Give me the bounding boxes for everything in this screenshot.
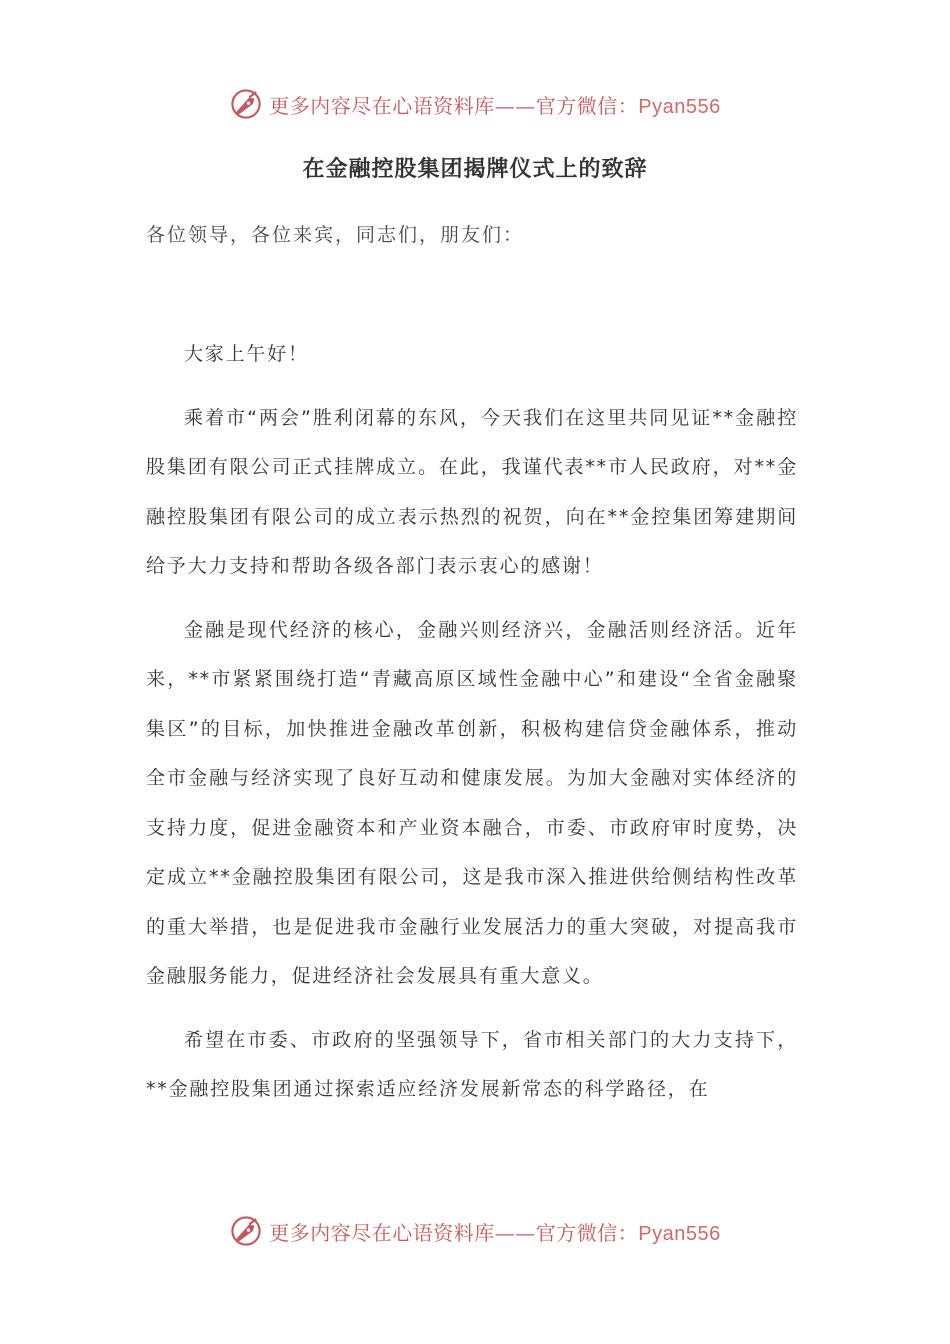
salutation: 各位领导，各位来宾，同志们，朋友们： [146, 224, 525, 246]
watermark-wechat-label: 官方微信： [535, 93, 639, 118]
footer-watermark-banner [0, 1211, 950, 1251]
watermark-wechat-id: Pyan556 [638, 1222, 721, 1245]
paragraph: 希望在市委、市政府的坚强领导下，省市相关部门的大力支持下，**金融控股集团通过探索适应经济发展新常态的科学路径，在 [146, 1028, 798, 1100]
watermark-main: 更多内容尽在心语资料库 [269, 93, 495, 118]
watermark-main: 更多内容尽在心语资料库 [269, 1220, 495, 1245]
watermark-dash: —— [494, 1220, 536, 1245]
document-title: 在金融控股集团揭牌仪式上的致辞 [302, 157, 648, 182]
paragraph: 乘着市“两会”胜利闭幕的东风，今天我们在这里共同见证**金融控股集团有限公司正式挂牌成立。在此，我谨代表**市人民政府，对**金融控股集团有限公司的成立表示热烈的祝贺，向在**金控集团筹建期间给予大力支持和帮助各级各部门表示衷心的感谢！ [146, 406, 798, 577]
watermark-wechat-label: 官方微信： [535, 1220, 639, 1245]
pen-nib-circle-icon [229, 1214, 263, 1248]
watermark-wechat-id: Pyan556 [638, 95, 721, 118]
paragraph: 大家上午好！ [184, 343, 309, 365]
watermark-text [269, 90, 720, 119]
header-watermark-banner [0, 84, 950, 124]
pen-nib-circle-icon [229, 87, 263, 121]
watermark-text [269, 1217, 720, 1246]
watermark-dash: —— [494, 93, 536, 118]
document-body [146, 330, 798, 1129]
paragraph: 金融是现代经济的核心，金融兴则经济兴，金融活则经济活。近年来，**市紧紧围绕打造“青藏高原区域性金融中心”和建设“全省金融聚集区”的目标，加快推进金融改革创新，积极构建信贷金融体系，推动全市金融与经济实现了良好互动和健康发展。为加大金融对实体经济的支持力度，促进金融资本和产业资本融合，市委、市政府审时度势，决定成立**金融控股集团有限公司，这是我市深入推进供给侧结构性改革的重大举措，也是促进我市金融行业发展活力的重大突破，对提高我市金融服务能力，促进经济社会发展具有重大意义。 [146, 618, 798, 987]
